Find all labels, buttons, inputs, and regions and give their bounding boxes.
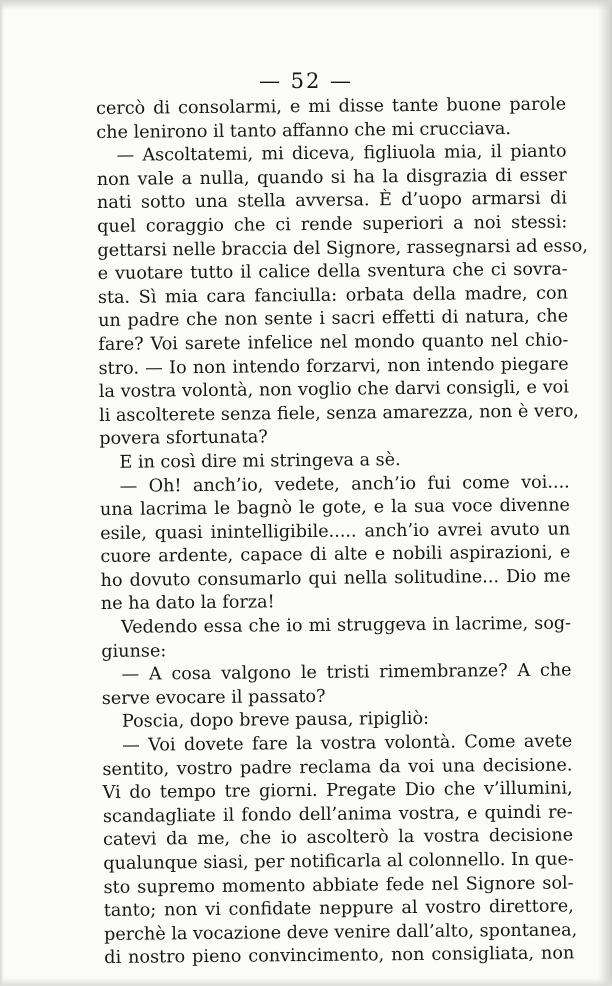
text-line: perchè la vocazione deve venire dall’alto, spontanea, [103, 920, 578, 945]
text-line: una lacrima le bagnò le gote, e la sua voce divenne [99, 495, 571, 521]
text-line: e vuotare tutto il calice della sventura che ci sovra- [97, 259, 568, 285]
text-line: — Voi dovete fare la vostra volontà. Come avete [122, 731, 573, 756]
text-line: — Ascoltatemi, mi diceva, figliuola mia, il pianto [116, 141, 567, 166]
text-line: — A cosa valgono le tristi rimembranze? A che [121, 660, 572, 686]
text-line: serve evocare il passato? [101, 686, 326, 709]
text-line: esile, quasi inintelligibile..... anch’io avrei avuto un [100, 519, 571, 544]
text-line: la vostra volontà, non voglio che darvi consigli, e voi [98, 377, 569, 403]
page-number: — 52 — [258, 69, 354, 93]
text-line: ne ha dato la forza! [100, 592, 275, 615]
text-line: giunse: [101, 641, 167, 662]
body-text [96, 93, 588, 970]
text-line: nati sotto una stella avversa. È d’uopo armarsi di [96, 188, 568, 214]
text-line: qualunque siasi, per notificarla al colonnello. In que- [103, 849, 574, 874]
text-line: di nostro pieno convincimento, non consigliata, non [104, 943, 575, 969]
text-line: li ascolterete senza fiele, senza amarezza, non è vero, [98, 401, 580, 426]
text-line: sentito, vostro padre reclama da voi una decisione. [102, 755, 573, 780]
text-line: fare? Voi sarete infelice nel mondo quanto nel chio- [98, 330, 569, 355]
text-line: sto supremo momento abbiate fede nel Signore sol- [103, 873, 574, 898]
text-line: gettarsi nelle braccia del Signore, rassegnarsi ad esso, [97, 235, 588, 261]
scan-edge-top [0, 0, 612, 10]
scan-edge-bottom [0, 978, 612, 986]
text-line: — Oh! anch’io, vedete, anch’io fui come voi.... [119, 471, 570, 497]
text-line: catevi da me, che io ascolterò la vostra decisione [103, 825, 574, 851]
scan-edge-left [0, 0, 4, 986]
text-line: cercò di consolarmi, e mi disse tante buone parole [96, 94, 567, 119]
text-line: Vi do tempo tre giorni. Pregate Dio che v’illumini, [102, 778, 573, 804]
text-line: povera sfortunata? [99, 427, 268, 450]
text-line: quel coraggio che ci rende superiori a noi stessi: [97, 212, 568, 237]
text-line: non vale a nulla, quando si ha la disgrazia di esser [96, 165, 567, 190]
text-line: E in così dire mi stringeva a sè. [119, 449, 401, 473]
scan-edge-right [598, 0, 612, 986]
text-line: un padre che non sente i sacri effetti di natura, che [98, 306, 569, 332]
text-line: che lenirono il tanto affanno che mi crucciava. [96, 118, 511, 143]
text-line: Poscia, dopo breve pausa, ripigliò: [121, 709, 430, 733]
text-line: sta. Sì mia cara fanciulla: orbata della madre, con [97, 283, 568, 308]
text-line: Vedendo essa che io mi struggeva in lacrime, sog- [120, 613, 572, 638]
text-line: tanto; non vi confidate neppure al vostro direttore, [103, 896, 574, 922]
text-line: scandagliate il fondo dell’anima vostra, e quindi re- [102, 802, 573, 827]
text-line: ho dovuto consumarlo qui nella solitudine... Dio me [100, 566, 571, 591]
text-line: stro. — Io non intendo forzarvi, non intendo piegare [98, 354, 569, 379]
text-line: cuore ardente, capace di alte e nobili aspirazioni, e [100, 542, 571, 568]
